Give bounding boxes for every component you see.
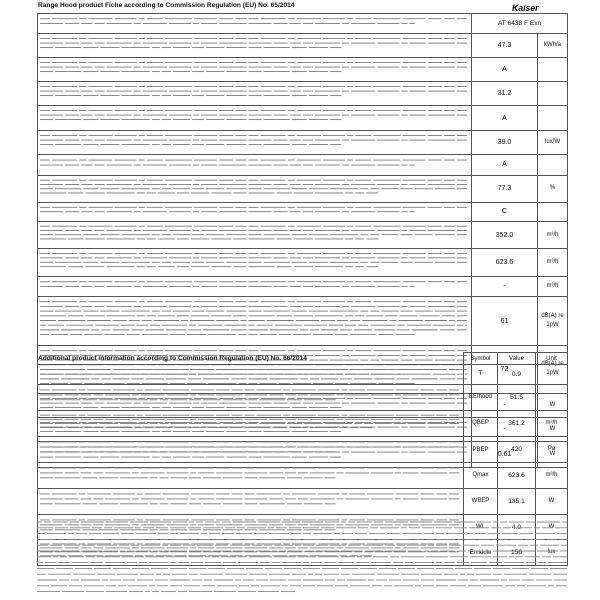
fiche-value: 623.6 [472,249,538,277]
fiche-desc [38,82,472,106]
additional-info-row [38,488,568,514]
fiche-row [38,249,568,277]
fiche-value: - [472,418,538,442]
info-symbol: WL [464,514,498,540]
fiche-value: 61 [472,297,538,345]
info-symbol: Qmax [464,463,498,489]
fiche-value: - [472,277,538,297]
additional-info-title: Additional product information according to Commission Regulation (EU) No. 66/2014 [38,355,307,362]
fiche-unit [538,154,568,175]
fiche-desc [38,154,472,175]
description-text-lines [38,411,463,432]
info-value: 623.6 [498,463,536,489]
info-symbol: WBEP [464,488,498,514]
fiche-value: 77.3 [472,175,538,202]
fiche-value: 39.0 [472,130,538,154]
description-text-lines [38,82,471,100]
description-text-lines [38,297,471,339]
info-unit: lux [536,540,568,566]
fiche-value: 31.2 [472,82,538,106]
info-symbol: Emiddle [464,540,498,566]
fiche-row [38,277,568,297]
fiche-unit: dB(A) re 1pW [538,345,568,393]
description-text-lines [38,106,471,124]
info-value: 51.5 [498,384,536,410]
info-desc [38,463,464,489]
additional-info-row [38,365,568,385]
info-value: 0.9 [498,365,536,385]
fiche-row [38,130,568,154]
symbol-header: Symbol [464,353,498,365]
fiche-unit: W [538,393,568,417]
info-value: 135.1 [498,488,536,514]
info-value: 361.2 [498,410,536,437]
fiche-row [38,222,568,249]
info-unit: m³/h [536,410,568,437]
fiche-unit: % [538,175,568,202]
info-desc [38,437,464,463]
fiche-desc [38,106,472,130]
additional-info-row [38,384,568,410]
fiche-row [38,202,568,221]
value-header: Value [498,353,536,365]
description-text-lines [38,203,471,216]
info-symbol: EEIhood [464,384,498,410]
info-unit [536,384,568,410]
info-symbol: QBEP [464,410,498,437]
additional-info-header-row [38,353,568,365]
info-unit: Pa [536,437,568,463]
footnotes [37,519,567,597]
info-unit: m³/h [536,463,568,489]
description-text-lines [38,14,471,28]
fiche-unit [538,82,568,106]
fiche-desc [38,249,472,277]
fiche-desc [38,277,472,297]
fiche-desc [38,58,472,82]
fiche-desc [38,222,472,249]
fiche-value: A [472,154,538,175]
description-text-lines [38,176,471,197]
info-value: 4.0 [498,514,536,540]
fiche-unit: m³/h [538,249,568,277]
info-unit [536,365,568,385]
fiche-unit: W [538,442,568,468]
fiche-value: - [472,393,538,417]
fiche-desc [38,34,472,58]
additional-info-row [38,463,568,489]
description-text-lines [38,249,471,271]
info-desc [38,365,464,385]
description-text-lines [38,58,471,76]
description-text-lines [38,385,463,405]
info-desc [38,384,464,410]
description-text-lines [38,437,463,457]
fiche-value: C [472,202,538,221]
info-desc [38,488,464,514]
info-unit: W [536,514,568,540]
info-symbol: PBEP [464,437,498,463]
fiche-row [38,106,568,130]
info-value: 156 [498,540,536,566]
fiche-row [38,34,568,58]
fiche-title: Range Hood product Fiche according to Commission Regulation (EU) No. 65/2014 [38,2,295,9]
fiche-desc [38,202,472,221]
additional-info-row [38,437,568,463]
fiche-desc [38,175,472,202]
fiche-unit: W [538,418,568,442]
description-text-lines [38,34,471,52]
info-desc [38,410,464,437]
info-symbol: T [464,365,498,385]
fiche-value: 72 [472,345,538,393]
model-number: AT 6438 F Exn [472,14,568,34]
unit-header: Unit [536,353,568,365]
fiche-row [38,297,568,345]
fiche-unit: lux/W [538,130,568,154]
fiche-row [38,175,568,202]
fiche-desc [38,297,472,345]
fiche-desc [38,14,472,34]
description-text-lines [38,277,471,291]
fiche-row [38,82,568,106]
fiche-value: 47.3 [472,34,538,58]
fiche-value: A [472,106,538,130]
description-text-lines [38,131,471,149]
info-unit: W [536,488,568,514]
fiche-unit: dB(A) re 1pW [538,297,568,345]
fiche-unit: kWh/a [538,34,568,58]
fiche-unit [538,106,568,130]
description-text-lines [38,489,463,509]
additional-info-row [38,410,568,437]
fiche-unit: m³/h [538,222,568,249]
fiche-value: 352.0 [472,222,538,249]
description-text-lines [38,222,471,243]
fiche-unit: m³/h [538,277,568,297]
description-text-lines [38,463,463,483]
fiche-value: A [472,58,538,82]
description-text-lines [38,155,471,170]
fiche-desc [38,130,472,154]
fiche-row-model [38,14,568,34]
fiche-row [38,58,568,82]
fiche-unit [538,202,568,221]
info-value: 420 [498,437,536,463]
fiche-value: 0.61 [472,442,538,468]
description-text-lines [38,365,463,379]
fiche-unit [538,58,568,82]
fiche-row [38,154,568,175]
brand-logo: Kaiser [512,3,539,13]
